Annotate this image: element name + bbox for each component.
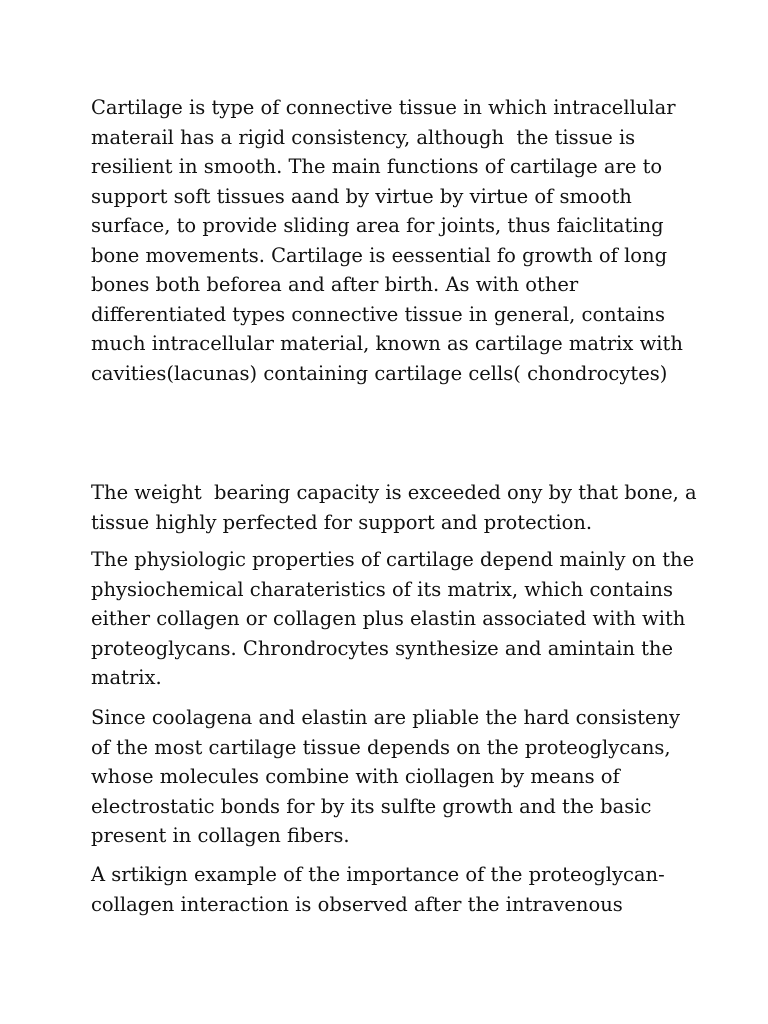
paragraph-weight-bearing: The weight bearing capacity is exceeded ony by that bone, a tissue highly perfected for support and protection. xyxy=(91,481,697,534)
paragraph-physiologic-properties: The physiologic properties of cartilage depend mainly on the physiochemical charateristics of its matrix, which contains either collagen or collagen plus elastin associated with with proteoglycans. Chrondrocytes synthesize and amintain the matrix. xyxy=(91,548,695,689)
paragraph-cartilage-definition: Cartilage is type of connective tissue in which intracellular materail has a rigid consistency, although the tissue is resilient in smooth. The main functions of cartilage are to support soft tissues aand by virtue by virtue of smooth surface, to provide sliding area for joints, thus faiclitating bone movements. Cartilage is eessential fo growth of long bones both beforea and after birth. As with other differentiated types connective tissue in general, contains much intracellular material, known as cartilage matrix with cavities(lacunas) containing cartilage cells( chondrocytes) xyxy=(91,96,683,385)
paragraph-proteoglycans: Since coolagena and elastin are pliable the hard consisteny of the most cartilage tissue depends on the proteoglycans, whose molecules combine with ciollagen by means of electrostatic bonds for by its sulfte growth and the basic present in collagen fibers. xyxy=(91,706,681,847)
paragraph-interaction-example: A srtikign example of the importance of the proteoglycan- collagen interaction is observed after the intravenous xyxy=(91,863,665,916)
